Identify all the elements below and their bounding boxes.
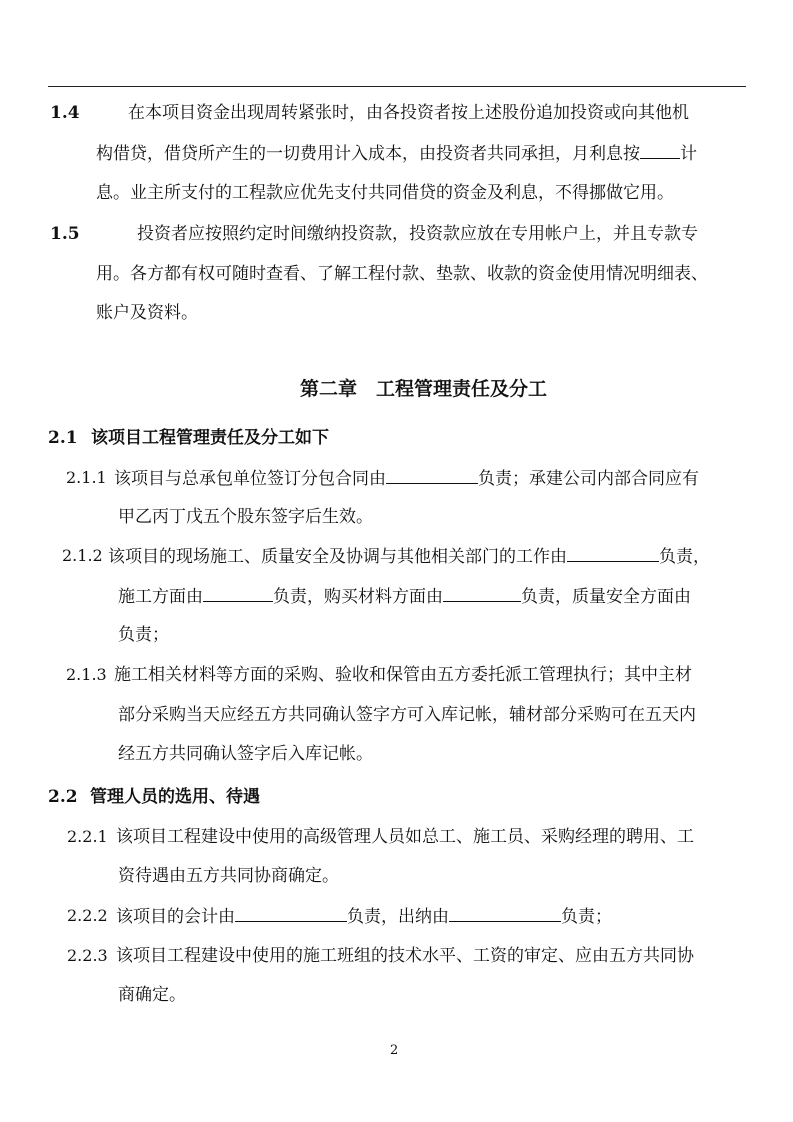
clause-2-2-2-text-c: 负责； xyxy=(561,907,612,927)
clause-number-2-2-1: 2.2.1 xyxy=(67,827,108,846)
section-title-2-2: 管理人员的选用、待遇 xyxy=(90,787,260,807)
blank-site-manager xyxy=(567,545,659,562)
blank-subcontract-signer xyxy=(386,467,478,484)
clause-2-1-1-line-1-end: 负责；承建公司内部合同应有 xyxy=(478,469,699,489)
clause-1-5-line-2: 用。各方都有权可随时查看、了解工程付款、垫款、收款的资金使用情况明细表、 xyxy=(96,264,708,284)
clause-1-5-line-3: 账户及资料。 xyxy=(96,303,198,323)
clause-1-5-line-1: 投资者应按照约定时间缴纳投资款，投资款应放在专用帐户上，并且专款专 xyxy=(137,224,698,244)
clause-2-2-3-line-2: 商确定。 xyxy=(118,985,186,1005)
header-rule xyxy=(48,86,746,87)
section-title-2-1: 该项目工程管理责任及分工如下 xyxy=(91,428,329,448)
clause-2-2-1-line-2: 资待遇由五方共同协商确定。 xyxy=(118,866,339,886)
clause-2-1-2-line-1-end: 负责， xyxy=(659,547,710,567)
clause-2-1-3-line-3: 经五方共同确认签字后入库记帐。 xyxy=(118,744,373,764)
clause-number-1-5: 1.5 xyxy=(50,224,80,244)
clause-number-2-1-2: 2.1.2 xyxy=(62,546,103,565)
clause-number-2-2-3: 2.2.3 xyxy=(67,946,108,965)
page-number: 2 xyxy=(390,1043,399,1058)
blank-interest-rate xyxy=(640,142,680,159)
clause-2-1-1-line-2: 甲乙丙丁戊五个股东签字后生效。 xyxy=(118,507,373,527)
clause-number-2-1-1: 2.1.1 xyxy=(66,468,107,487)
clause-2-1-1-line-1 xyxy=(114,467,699,490)
clause-2-2-2-line-1 xyxy=(116,905,612,928)
clause-1-4-line-2-end: 计 xyxy=(680,144,697,164)
clause-number-2-1-3: 2.1.3 xyxy=(66,665,107,684)
clause-2-1-2-line-2 xyxy=(118,585,691,608)
clause-2-1-2-line-1-text: 该项目的现场施工、质量安全及协调与其他相关部门的工作由 xyxy=(108,547,567,567)
clause-2-1-2-line-2-text-c: 负责，质量安全方面由 xyxy=(521,587,691,607)
clause-2-1-2-line-2-text-b: 负责，购买材料方面由 xyxy=(273,587,443,607)
clause-2-1-2-line-3: 负责； xyxy=(118,625,169,645)
clause-2-1-2-line-2-text-a: 施工方面由 xyxy=(118,587,203,607)
clause-2-1-3-line-2: 部分采购当天应经五方共同确认签字方可入库记帐，辅材部分采购可在五天内 xyxy=(118,705,696,725)
blank-accountant xyxy=(235,905,347,922)
clause-1-4-line-3: 息。业主所支付的工程款应优先支付共同借贷的资金及利息，不得挪做它用。 xyxy=(96,183,674,203)
clause-1-4-line-2 xyxy=(96,142,697,165)
clause-1-4-line-2-text: 构借贷，借贷所产生的一切费用计入成本，由投资者共同承担，月利息按 xyxy=(96,144,640,164)
section-number-2-2: 2.2 xyxy=(48,787,78,807)
chapter-title: 第二章 工程管理责任及分工 xyxy=(300,378,548,400)
clause-number-2-2-2: 2.2.2 xyxy=(67,906,108,925)
clause-2-1-3-line-1: 施工相关材料等方面的采购、验收和保管由五方委托派工管理执行；其中主材 xyxy=(114,665,692,685)
clause-number-1-4: 1.4 xyxy=(50,103,80,123)
clause-1-4-line-1: 在本项目资金出现周转紧张时，由各投资者按上述股份追加投资或向其他机 xyxy=(128,103,689,123)
clause-2-2-3-line-1: 该项目工程建设中使用的施工班组的技术水平、工资的审定、应由五方共同协 xyxy=(116,946,694,966)
clause-2-2-2-text-a: 该项目的会计由 xyxy=(116,907,235,927)
clause-2-1-2-line-1 xyxy=(108,545,710,568)
clause-2-2-1-line-1: 该项目工程建设中使用的高级管理人员如总工、施工员、采购经理的聘用、工 xyxy=(116,827,694,847)
blank-cashier xyxy=(449,905,561,922)
section-number-2-1: 2.1 xyxy=(48,428,78,448)
clause-2-1-1-line-1-text: 该项目与总承包单位签订分包合同由 xyxy=(114,469,386,489)
clause-2-2-2-text-b: 负责，出纳由 xyxy=(347,907,449,927)
blank-construction-manager xyxy=(203,585,273,602)
blank-materials-manager xyxy=(443,585,521,602)
